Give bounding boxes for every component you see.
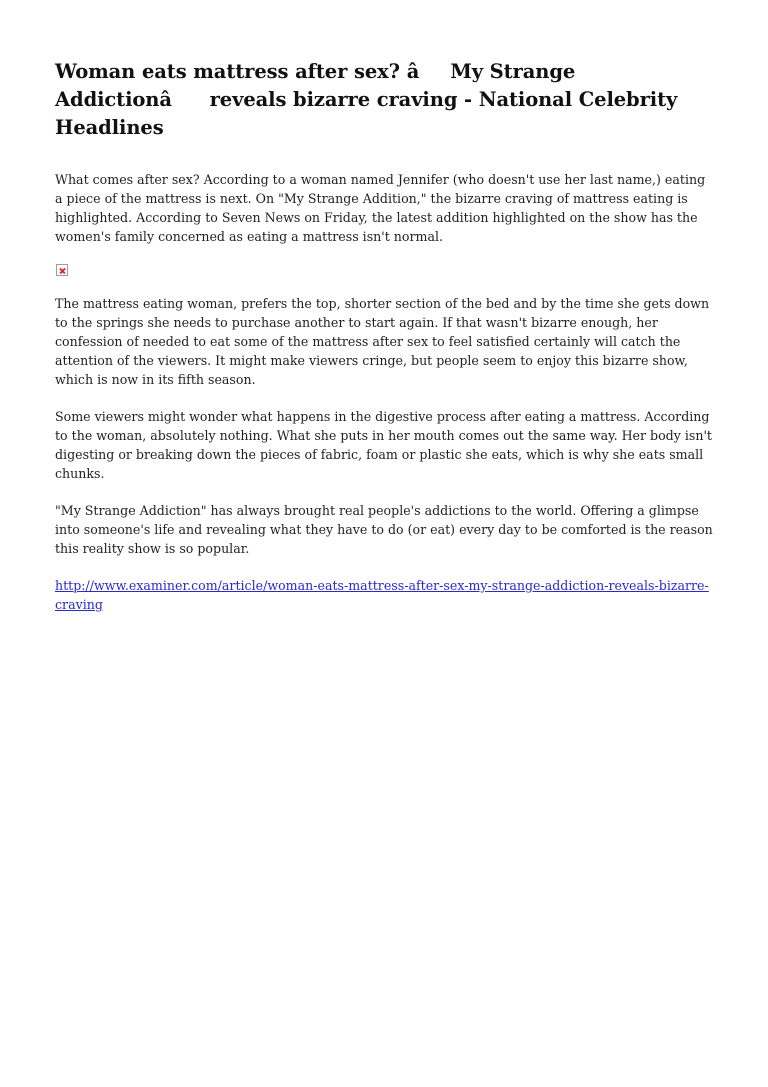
broken-image-icon — [56, 264, 68, 276]
paragraph-intro: What comes after sex? According to a woman named Jennifer (who doesn't use her last name,) eating a piece of the mattress is next. On "My Strange Addition," the bizarre craving of mattress eating is highlighted. According to Seven News on Friday, the latest addition highlighted on the show has the women's family concerned as eating a mattress isn't normal. — [55, 172, 706, 244]
source-link[interactable]: http://www.examiner.com/article/woman-eats-mattress-after-sex-my-strange-addiction-reveals-bizarre-craving — [55, 578, 709, 612]
document-page — [55, 58, 715, 614]
paragraph-digestion: Some viewers might wonder what happens in the digestive process after eating a mattress. According to the woman, absolutely nothing. What she puts in her mouth comes out the same way. Her body isn't digesting or breaking down the pieces of fabric, foam or plastic she eats, which is why she eats small chunks. — [55, 409, 712, 481]
article-title: Woman eats mattress after sex? âMy Strange Addictionâ reveals bizarre craving - National Celebrity Headlines — [55, 60, 678, 139]
paragraph-preferences: The mattress eating woman, prefers the top, shorter section of the bed and by the time she gets down to the springs she needs to purchase another to start again. If that wasn't bizarre enough, her confession of needed to eat some of the mattress after sex to feel satisfied certainly will catch the attention of the viewers. It might make viewers cringe, but people seem to enjoy this bizarre show, which is now in its fifth season. — [55, 296, 710, 387]
paragraph-show: "My Strange Addiction" has always brought real people's addictions to the world. Offering a glimpse into someone's life and revealing what they have to do (or eat) every day to be comforted is the reason this reality show is so popular. — [55, 503, 713, 556]
